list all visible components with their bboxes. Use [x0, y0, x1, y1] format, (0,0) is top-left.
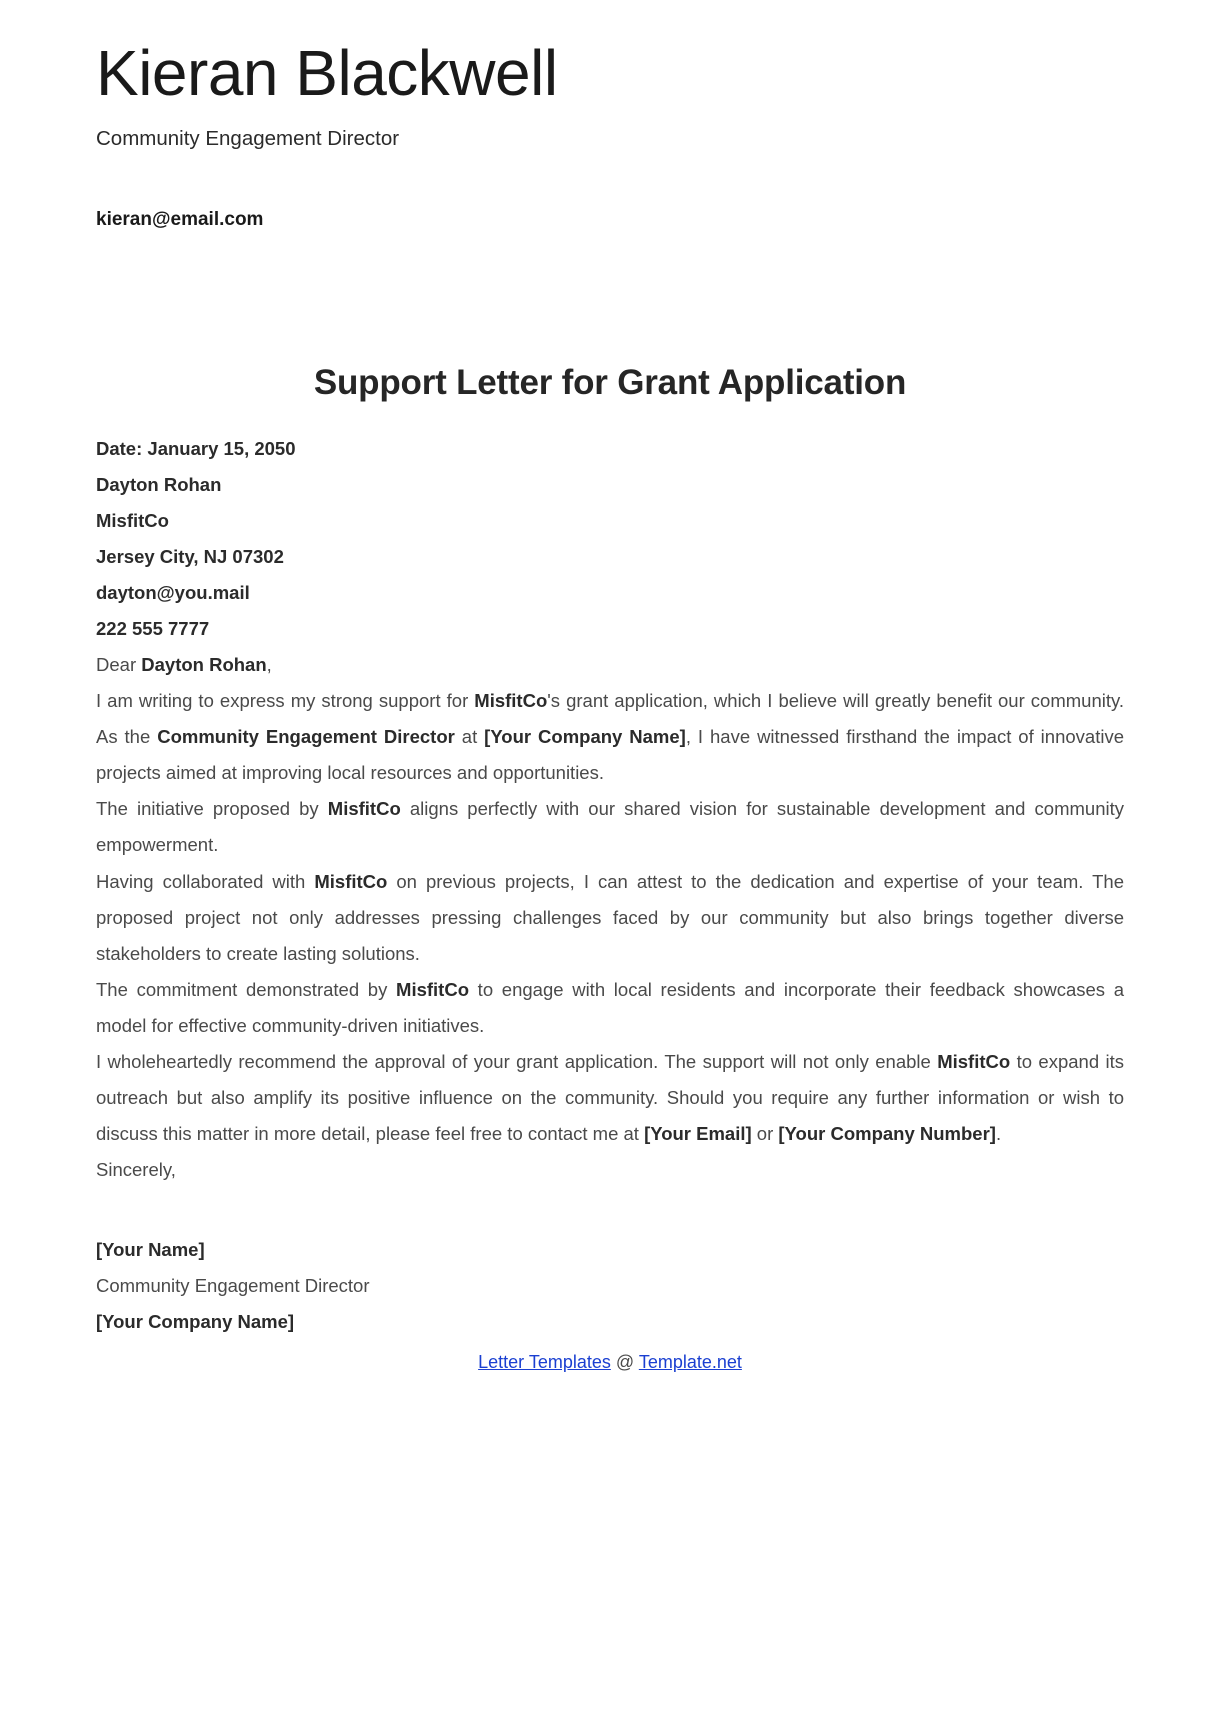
body-text: , I have witnessed firsthand the impact of innovative projects aimed at improving local resources and opportunities. — [96, 726, 1124, 784]
emphasis-text: MisfitCo — [474, 690, 548, 712]
para-1 — [96, 683, 1124, 791]
recipient-company: MisfitCo — [96, 509, 169, 531]
body-text: on previous projects, I can attest to the dedication and expertise of your team. The proposed project not only addresses pressing challenges faced by our community but also brings together diverse stakeholders to create lasting solutions. — [96, 870, 1124, 964]
recipient-name: Dayton Rohan — [96, 473, 222, 495]
footer — [96, 1340, 1124, 1373]
body-text: . — [995, 1122, 1002, 1144]
body-text: Having collaborated with — [96, 870, 315, 892]
sender-email: kieran@email.com — [96, 209, 264, 231]
closing-line: Sincerely, — [96, 1159, 176, 1180]
para-2 — [96, 791, 1124, 863]
footer-separator: @ — [610, 1352, 639, 1373]
emphasis-text: [Your Email] — [644, 1122, 752, 1144]
body-text: The commitment demonstrated by — [96, 978, 397, 1000]
body-text: to engage with local residents and incorporate their feedback showcases a model for effective community-driven initiatives. — [96, 978, 1125, 1036]
para-3 — [96, 864, 1124, 972]
signature-company: [Your Company Name] — [96, 1311, 295, 1333]
salutation-name: Dayton Rohan — [141, 654, 267, 676]
emphasis-text: [Your Company Number] — [778, 1122, 996, 1144]
body-text: or — [751, 1122, 779, 1144]
emphasis-text: MisfitCo — [314, 870, 388, 892]
signature-name: [Your Name] — [96, 1239, 205, 1261]
emphasis-text: MisfitCo — [937, 1050, 1011, 1072]
document-title: Support Letter for Grant Application — [313, 363, 907, 402]
emphasis-text: Community Engagement Director — [157, 726, 455, 748]
body-text: 's grant application, which I believe will greatly benefit our community. As the — [96, 690, 1124, 748]
recipient-address: Jersey City, NJ 07302 — [96, 545, 284, 567]
body-text: aligns perfectly with our shared vision for sustainable development and community empowerment. — [96, 798, 1124, 856]
body-text: at — [454, 726, 485, 748]
body-text: I am writing to express my strong support for — [96, 690, 475, 712]
recipient-phone: 222 555 7777 — [96, 618, 210, 640]
paragraph-container — [96, 683, 1124, 1152]
para-5 — [96, 1044, 1124, 1152]
emphasis-text: MisfitCo — [327, 798, 401, 820]
body-text: to expand its outreach but also amplify its positive influence on the community. Should you require any further information or wish to discuss this matter in more detail, please feel free to contact me at — [96, 1050, 1124, 1144]
body-text: The initiative proposed by — [96, 798, 328, 820]
emphasis-text: MisfitCo — [396, 978, 469, 1000]
date-line: Date: January 15, 2050 — [96, 437, 296, 459]
template-net-link[interactable]: Template.net — [638, 1352, 742, 1373]
letter-body — [96, 405, 1124, 1188]
letterhead — [96, 0, 1124, 233]
para-4 — [96, 972, 1124, 1044]
letter-templates-link[interactable]: Letter Templates — [478, 1352, 611, 1373]
salutation-prefix: Dear — [96, 654, 142, 676]
recipient-email: dayton@you.mail — [96, 582, 250, 603]
body-text: I wholeheartedly recommend the approval of your grant application. The support will not only enable — [96, 1050, 938, 1072]
salutation-suffix: , — [266, 654, 272, 676]
signature-title: Community Engagement Director — [96, 1275, 370, 1297]
salutation — [96, 647, 1124, 683]
signature-block — [96, 1188, 1124, 1340]
emphasis-text: [Your Company Name] — [484, 726, 686, 748]
sender-job-title: Community Engagement Director — [96, 126, 400, 150]
sender-name: Kieran Blackwell — [96, 37, 558, 109]
